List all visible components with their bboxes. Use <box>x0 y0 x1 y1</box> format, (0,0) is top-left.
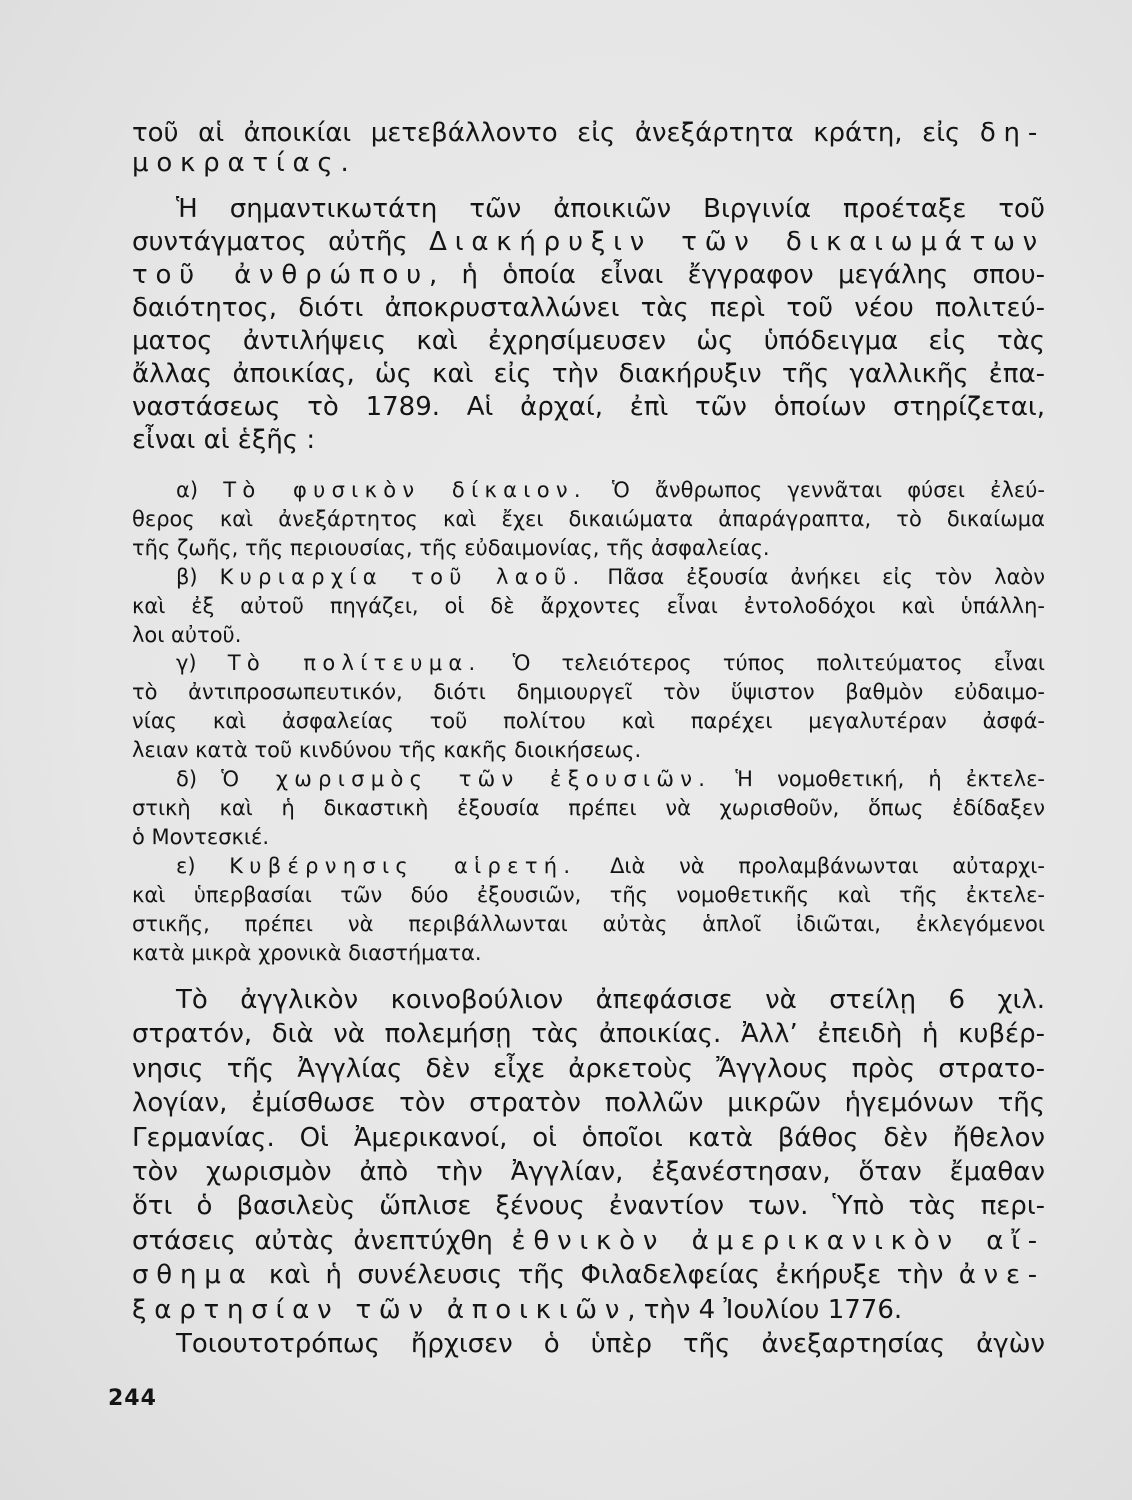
text-line <box>132 292 1045 325</box>
paragraphs-lower <box>132 983 1045 1361</box>
text-line <box>132 910 1045 939</box>
spaced-text: ξαρτησίαν τῶν ἀποικιῶν <box>132 1294 628 1325</box>
list-item-d <box>132 765 1045 852</box>
spaced-text: δη- <box>979 118 1045 148</box>
text-segment: ναστάσεως τὸ 1789. Αἱ ἀρχαί, ἐπὶ τῶν ὁποίων στηρίζεται, <box>132 392 1045 422</box>
text-line <box>132 259 1045 292</box>
list-marker: β) <box>176 564 220 589</box>
text-line <box>132 823 1045 852</box>
text-line <box>132 563 1045 592</box>
text-segment: ἄλλας ἀποικίας, ὡς καὶ εἰς τὴν διακήρυξιν τῆς γαλλικῆς ἐπα- <box>132 359 1045 389</box>
text-segment: τὸν χωρισμὸν ἀπὸ τὴν Ἀγγλίαν, ἐξανέστησαν, ὅταν ἔμαθαν <box>132 1157 1045 1188</box>
text-segment: λοι αὐτοῦ. <box>132 622 242 647</box>
text-line <box>132 226 1045 259</box>
text-line <box>132 358 1045 391</box>
text-line <box>132 649 1045 678</box>
text-line <box>132 476 1045 505</box>
text-line <box>132 736 1045 765</box>
text-segment: κατὰ μικρὰ χρονικὰ διαστήματα. <box>132 940 482 965</box>
spaced-text: μοκρατίας. <box>132 148 357 178</box>
spaced-text: ἐθνικὸν ἀμερικανικὸν αἴ- <box>511 1225 1045 1256</box>
text-segment: , τὴν 4 Ἰουλίου 1776. <box>627 1294 903 1325</box>
text-line <box>132 534 1045 563</box>
text-line <box>132 939 1045 968</box>
list-item-a <box>132 476 1045 563</box>
text-segment: Ἡ σημαντικωτάτη τῶν ἀποικιῶν Βιργινία προέταξε τοῦ <box>176 194 1045 224</box>
text-line <box>132 852 1045 881</box>
text-line <box>132 424 1045 457</box>
text-line <box>132 881 1045 910</box>
text-segment: λειαν κατὰ τοῦ κινδύνου τῆς κακῆς διοικήσεως. <box>132 738 642 763</box>
spaced-text: ἀνε- <box>958 1260 1045 1291</box>
text-segment: στικὴ καὶ ἡ δικαστικὴ ἐξουσία πρέπει νὰ χωρισθοῦν, ὅπως ἐδίδαξεν <box>132 795 1045 820</box>
text-segment: θερος καὶ ἀνεξάρτητος καὶ ἔχει δικαιώματα ἀπαράγραπτα, τὸ δικαίωμα <box>132 506 1045 531</box>
text-segment: εἶναι αἱ ἑξῆς : <box>132 425 316 455</box>
item-heading: Τὸ φυσικὸν δίκαιον. <box>223 478 587 502</box>
text-segment: νησις τῆς Ἀγγλίας δὲν εἶχε ἀρκετοὺς Ἄγγλους πρὸς στρατο- <box>132 1053 1045 1084</box>
text-line <box>132 1189 1045 1223</box>
spaced-text: τοῦ ἀνθρώπου <box>132 260 429 290</box>
text-line <box>132 1258 1045 1292</box>
text-segment: στικῆς, πρέπει νὰ περιβάλλωνται αὐτὰς ἁπλοῖ ἰδιῶται, ἐκλεγόμενοι <box>132 911 1045 936</box>
text-segment: Ἡ νομοθετική, ἡ ἐκτελε- <box>711 767 1046 792</box>
text-segment: Ὁ ἄνθρωπος γεννᾶται φύσει ἐλεύ- <box>586 478 1045 502</box>
text-segment: λογίαν, ἐμίσθωσε τὸν στρατὸν πολλῶν μικρῶν ἡγεμόνων τῆς <box>132 1088 1045 1119</box>
text-line <box>132 592 1045 621</box>
list-item-b <box>132 563 1045 650</box>
text-segment: ὅτι ὁ βασιλεὺς ὥπλισε ξένους ἐναντίον των. Ὑπὸ τὰς περι- <box>132 1191 1045 1222</box>
text-segment: τὸ ἀντιπροσωπευτικόν, διότι δημιουργεῖ τὸν ὕψιστον βαθμὸν εὐδαιμο- <box>132 680 1045 705</box>
text-segment: Ὁ τελειότερος τύπος πολιτεύματος εἶναι <box>481 651 1045 676</box>
text-line <box>132 193 1045 226</box>
item-heading: Κυβέρνησις αἱρετή. <box>229 853 577 878</box>
text-line <box>132 707 1045 736</box>
text-segment: Διὰ νὰ προλαμβάνωνται αὐταρχι- <box>576 853 1045 878</box>
text-line <box>132 1086 1045 1120</box>
text-segment: νίας καὶ ἀσφαλείας τοῦ πολίτου καὶ παρέχει μεγαλυτέραν ἀσφά- <box>132 709 1045 734</box>
text-segment: στρατόν, διὰ νὰ πολεμήσῃ τὰς ἀποικίας. Ἀλλ’ ἐπειδὴ ἡ κυβέρ- <box>132 1019 1045 1050</box>
text-line <box>132 505 1045 534</box>
text-line <box>132 1293 1045 1327</box>
text-segment: τοῦ αἱ ἀποικίαι μετεβάλλοντο εἰς ἀνεξάρτητα κράτη, εἰς <box>132 118 980 148</box>
text-line <box>132 983 1045 1017</box>
text-line <box>132 1224 1045 1258</box>
principles-list <box>132 476 1045 967</box>
text-line <box>132 118 1045 148</box>
item-heading: Ὁ χωρισμὸς τῶν ἐξουσιῶν. <box>221 767 712 792</box>
list-marker: γ) <box>176 651 228 676</box>
text-line <box>132 1017 1045 1051</box>
paragraph-continuation <box>132 118 1045 178</box>
text-line <box>132 621 1045 650</box>
text-segment: συντάγματος αὐτῆς <box>132 227 430 257</box>
paragraph-parliament <box>132 983 1045 1327</box>
text-line <box>132 148 1045 178</box>
text-line <box>132 678 1045 707</box>
text-line <box>132 391 1045 424</box>
text-line <box>132 325 1045 358</box>
page-number: 244 <box>108 1386 157 1411</box>
text-line <box>132 1155 1045 1189</box>
text-segment: Πᾶσα ἐξουσία ἀνήκει εἰς τὸν λαὸν <box>585 564 1045 589</box>
text-segment: τῆς ζωῆς, τῆς περιουσίας, τῆς εὐδαιμονίας, τῆς ἀσφαλείας. <box>132 535 770 560</box>
text-line <box>132 765 1045 794</box>
list-marker: α) <box>176 478 224 502</box>
paragraph-virginia-declaration <box>132 193 1045 457</box>
spaced-text: Διακήρυξιν τῶν δικαιωμάτων <box>429 227 1045 257</box>
text-segment: Τοιουτοτρόπως ἤρχισεν ὁ ὑπὲρ τῆς ἀνεξαρτησίας ἀγὼν <box>176 1329 1045 1360</box>
text-segment: Τὸ ἀγγλικὸν κοινοβούλιον ἀπεφάσισε νὰ στείλῃ 6 χιλ. <box>176 985 1045 1015</box>
text-segment: Γερμανίας. Οἱ Ἀμερικανοί, οἱ ὁποῖοι κατὰ βάθος δὲν ἤθελον <box>132 1122 1045 1153</box>
list-item-c <box>132 649 1045 765</box>
text-segment: καὶ ἡ συνέλευσις τῆς Φιλαδελφείας ἐκήρυξε τὴν <box>253 1260 959 1291</box>
text-segment: στάσεις αὐτὰς ἀνεπτύχθη <box>132 1225 512 1256</box>
text-segment: ματος ἀντιλήψεις καὶ ἐχρησίμευσεν ὡς ὑπόδειγμα εἰς τὰς <box>132 326 1045 356</box>
text-segment: καὶ ὑπερβασίαι τῶν δύο ἐξουσιῶν, τῆς νομοθετικῆς καὶ τῆς ἐκτελε- <box>132 882 1045 907</box>
spaced-text: σθημα <box>132 1260 254 1291</box>
list-marker: δ) <box>176 767 222 792</box>
text-line <box>132 1052 1045 1086</box>
list-marker: ε) <box>176 853 230 878</box>
text-segment: καὶ ἐξ αὐτοῦ πηγάζει, οἱ δὲ ἄρχοντες εἶναι ἐντολοδόχοι καὶ ὑπάλλη- <box>132 593 1045 618</box>
list-item-e <box>132 852 1045 968</box>
text-segment: ὁ Μοντεσκιέ. <box>132 824 270 849</box>
item-heading: Τὸ πολίτευμα. <box>227 651 482 676</box>
paragraph-struggle <box>132 1327 1045 1361</box>
text-segment: , ἡ ὁποία εἶναι ἔγγραφον μεγάλης σπου- <box>428 260 1046 290</box>
text-line <box>132 1121 1045 1155</box>
text-line <box>132 794 1045 823</box>
text-line <box>132 1327 1045 1361</box>
item-heading: Κυριαρχία τοῦ λαοῦ. <box>219 564 586 589</box>
text-segment: δαιότητος, διότι ἀποκρυσταλλώνει τὰς περὶ τοῦ νέου πολιτεύ- <box>132 293 1045 323</box>
